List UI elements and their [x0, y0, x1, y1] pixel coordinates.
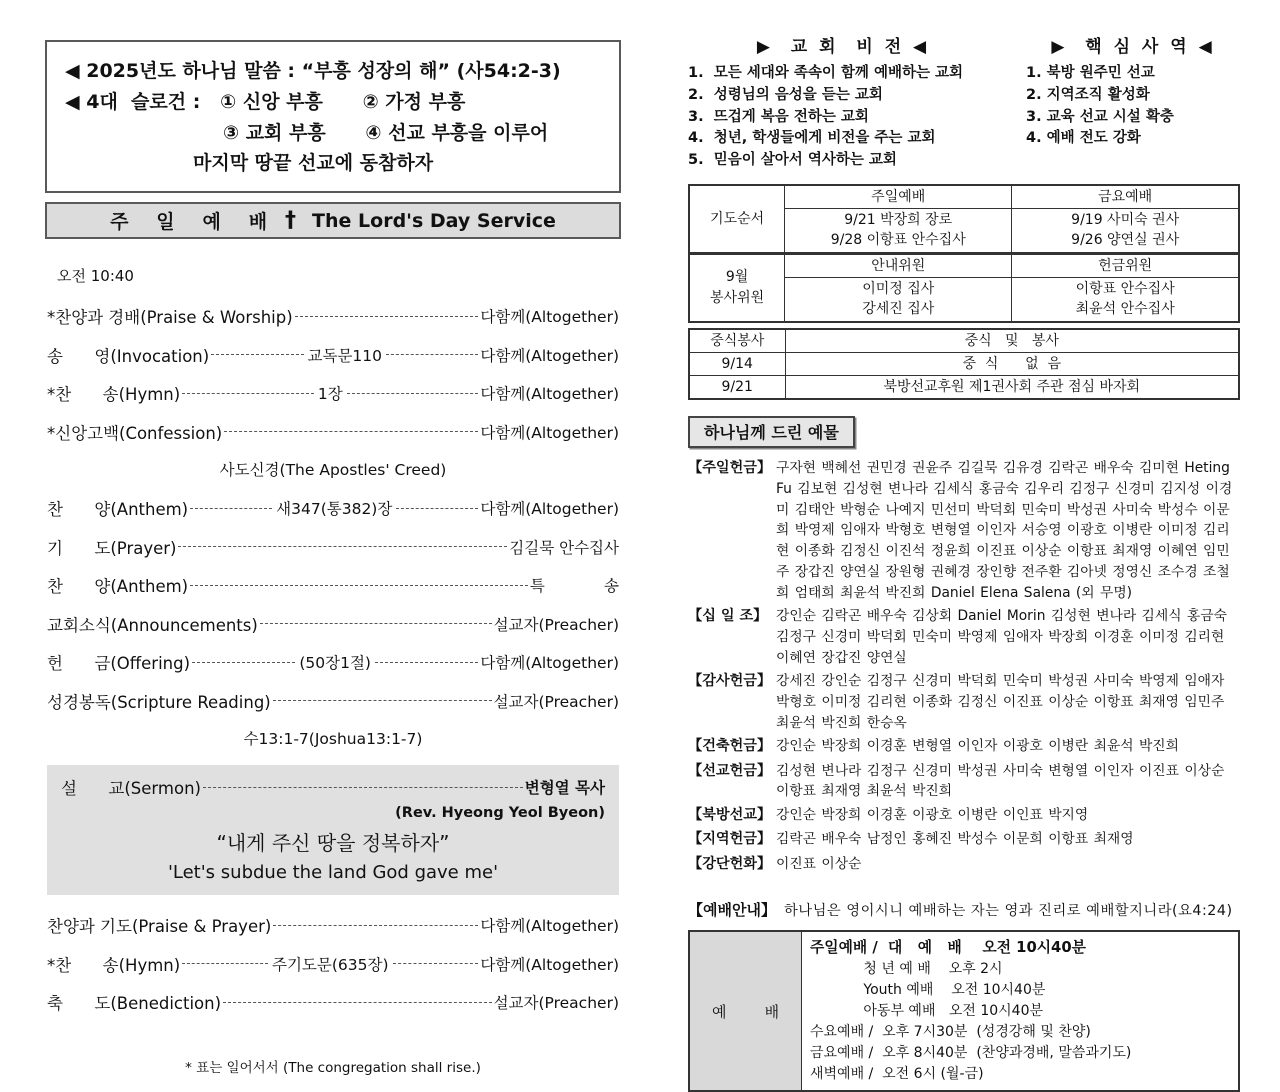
- sermon-box: [47, 765, 619, 895]
- worship-item-performer: 김길묵 안수집사: [509, 538, 619, 557]
- worship-schedule-body: [802, 932, 1238, 1090]
- offering-label: 【십 일 조】: [688, 608, 768, 625]
- worship-row-announcements: [47, 612, 619, 636]
- dotted-leader: [178, 546, 507, 547]
- worship-row-invocation: [47, 343, 619, 367]
- schedule-line: 청 년 예 배 오후 2시: [810, 961, 1003, 978]
- offering-names: 김락곤 배우숙 남정인 홍혜진 박성수 이문희 이항표 최재영: [776, 831, 1134, 848]
- worship-guide-verse: 하나님은 영이시니 예배하는 자는 영과 진리로 예배할지니라(요4:24): [783, 902, 1233, 919]
- scripture-reference: 수13:1-7(Joshua13:1-7): [243, 730, 423, 749]
- prayer-roster-label: 기도순서: [689, 185, 785, 253]
- worship-row-prayer: [47, 535, 619, 559]
- lunch-service-table: [688, 328, 1240, 401]
- offering-names: 강인순 박장희 이경훈 변형열 이인자 이광호 이병란 최윤석 박진희: [776, 738, 1179, 755]
- dotted-leader: [223, 1002, 492, 1003]
- worship-item-label: 성경봉독(Scripture Reading): [47, 692, 271, 712]
- offering-names: 구자현 백혜선 권민경 권윤주 김길묵 김유경 김락곤 배우숙 김미현 Heting Fu 김보현 김성현 변나라 김세식 홍금숙 김우리 김정구 신경미 김지성 이경미 김태안 박형순 나예지 민선미 박덕회 민숙미 박성권 사미숙 박성수 이문희 박영제 임애자 박형호 변형열 이인자 서승영 이광호 이병란 이미정 김리현 이종화 김정신 이진석 정윤희 이진표 이상순 이항표 최재영 이혜연 임민주 장갑진 양연실 장원형 권혜경 장인향 전주환 김아넷 정영신 조수경 조철희 엄태희 최윤석 박진희 Daniel Elena Salena (외 무명): [776, 460, 1233, 601]
- dotted-leader: [182, 963, 268, 964]
- schedule-line: 주일예배 / 대 예 배 오전 10시40분: [810, 938, 1086, 956]
- schedule-line: 아동부 예배 오전 10시40분: [810, 1003, 1043, 1020]
- ministry-item: 3. 교육 선교 시설 확충: [1026, 108, 1174, 125]
- slogan-line-3: ③ 교회 부흥 ④ 선교 부흥을 이루어: [223, 121, 549, 144]
- church-vision-section: [688, 32, 998, 172]
- worship-row-praise-prayer: [47, 913, 619, 937]
- schedule-line: Youth 예배 오전 10시40분: [810, 982, 1046, 999]
- offerings-list: [688, 458, 1240, 875]
- worship-item-label: *찬 송(Hymn): [47, 955, 181, 975]
- worship-row-praise-worship: [47, 304, 619, 328]
- worship-row-closing-hymn: [47, 952, 619, 976]
- offering-label: 【지역헌금】: [688, 831, 772, 848]
- lunch-service-header: 중식 및 봉사: [785, 329, 1239, 353]
- sunday-service-header: 주일예배: [785, 185, 1012, 209]
- worship-row-anthem-2: [47, 573, 619, 597]
- worship-guide-header: [688, 899, 1240, 920]
- worship-item-performer: 다함께(Altogether): [480, 385, 620, 404]
- worship-item-performer: 다함께(Altogether): [480, 500, 620, 519]
- worship-row-hymn: [47, 381, 619, 405]
- dotted-leader: [393, 963, 479, 964]
- annual-slogan-box: [45, 40, 621, 193]
- offering-label: 【건축헌금】: [688, 738, 772, 755]
- worship-item-performer: 다함께(Altogether): [480, 654, 619, 673]
- worship-item-label: *찬양과 경배(Praise & Worship): [47, 308, 293, 328]
- offering-section-altar-flowers: [688, 854, 1240, 875]
- dotted-leader: [273, 925, 478, 926]
- ministry-item: 1. 북방 원주민 선교: [1026, 65, 1155, 81]
- offering-section-regional: [688, 829, 1240, 850]
- cross-icon: †: [285, 208, 297, 234]
- worship-item-label: *신앙고백(Confession): [47, 423, 223, 443]
- service-title-korean: 주 일 예 배: [110, 211, 270, 234]
- lunch-value-1: 중 식 없 음: [785, 352, 1239, 375]
- right-column: [688, 32, 1240, 1092]
- worship-item-label: *찬 송(Hymn): [47, 385, 181, 405]
- dotted-leader: [347, 393, 479, 394]
- worship-item-performer: 설교자(Preacher): [493, 994, 619, 1013]
- worship-item-label: 교회소식(Announcements): [47, 615, 258, 635]
- worship-item-performer: 설교자(Preacher): [493, 692, 619, 711]
- dotted-leader: [386, 354, 478, 355]
- september-volunteers-table: [688, 253, 1240, 323]
- offering-label: 【선교헌금】: [688, 762, 772, 779]
- slogan-line-1: ◀ 2025년도 하나님 말씀 : “부흥 성장의 해” (사54:2-3): [65, 60, 561, 82]
- offering-section-mission: [688, 761, 1240, 802]
- worship-item-detail: (50장1절): [299, 654, 371, 673]
- worship-guide-label: 【예배안내】: [688, 900, 776, 919]
- church-vision-title: ▶ 교 회 비 전 ◀: [756, 37, 930, 57]
- worship-item-detail: 교독문110: [307, 346, 383, 365]
- worship-item-detail: 1장: [317, 385, 343, 404]
- worship-item-label: 기 도(Prayer): [47, 538, 177, 558]
- vision-item: 4. 청년, 학생들에게 비전을 주는 교회: [688, 130, 936, 147]
- worship-schedule-table: [688, 930, 1240, 1092]
- offering-section-northern-mission: [688, 805, 1240, 826]
- worship-row-benediction: [47, 990, 619, 1014]
- worship-item-performer: 다함께(Altogether): [480, 955, 619, 974]
- dotted-leader: [211, 354, 303, 355]
- dotted-leader: [190, 585, 528, 586]
- offering-label: 【북방선교】: [688, 807, 772, 824]
- offering-committee-header: 헌금위원: [1012, 254, 1239, 278]
- offering-names: 강인순 박장희 이경훈 이광호 이병란 이인표 박지영: [776, 807, 1089, 824]
- offering-names: 이진표 이상순: [776, 855, 862, 872]
- offering-section-building: [688, 736, 1240, 757]
- dotted-leader: [260, 623, 492, 624]
- lunch-value-2: 북방선교후원 제1권사회 주관 점심 바자회: [785, 376, 1239, 400]
- dotted-leader: [224, 431, 478, 432]
- worship-item-label: 헌 금(Offering): [47, 654, 191, 674]
- prayer-roster-table: [688, 184, 1240, 254]
- worship-row-confession: [47, 420, 619, 444]
- sermon-label: 설 교(Sermon): [61, 779, 201, 799]
- offering-committee-names: 이항표 안수집사 최윤석 안수집사: [1012, 277, 1239, 321]
- offerings-section-title: 하나님께 드린 예물: [688, 416, 855, 448]
- schedule-line: 새벽예배 / 오전 6시 (월-금): [810, 1066, 984, 1083]
- slogan-line-2: ◀ 4대 슬로건 : ① 신앙 부흥 ② 가정 부흥: [65, 90, 466, 113]
- worship-item-detail: 주기도문(635장): [271, 955, 389, 974]
- vision-ministry-row: [688, 32, 1240, 172]
- worship-item-performer: 다함께(Altogether): [480, 308, 619, 327]
- worship-order-list: [45, 304, 621, 1076]
- left-column: [45, 40, 621, 1076]
- worship-item-performer: 특 송: [529, 577, 619, 596]
- dotted-leader: [192, 662, 295, 663]
- dotted-leader: [190, 508, 272, 509]
- lunch-date-1: 9/14: [689, 352, 785, 375]
- service-title-english: The Lord's Day Service: [312, 209, 556, 232]
- sermon-row: [61, 775, 605, 799]
- sermon-title-english: 'Let's subdue the land God gave me': [167, 862, 499, 884]
- vision-item: 1. 모든 세대와 족속이 함께 예배하는 교회: [688, 65, 964, 81]
- vision-item: 3. 뜨겁게 복음 전하는 교회: [688, 108, 869, 125]
- offering-names: 강인순 김락곤 배우숙 김상회 Daniel Morin 김성현 변나라 김세식 홍금숙 김정구 신경미 박덕회 민숙미 박영제 임애자 박장희 이경훈 이미정 김리현 이혜연 장갑진 양연실: [776, 608, 1227, 666]
- offering-names: 강세진 강인순 김정구 신경미 박덕회 민숙미 박성권 사미숙 박영제 임애자 박형호 이미정 김리현 이종화 김정신 이진표 이상순 이항표 최재영 임민주 최윤석 박진희 한승옥: [776, 673, 1225, 731]
- sunday-prayer-names: 9/21 박장희 장로 9/28 이항표 안수집사: [785, 209, 1012, 253]
- dotted-leader: [375, 662, 478, 663]
- core-ministry-section: [998, 32, 1240, 172]
- offering-names: 김성현 변나라 김정구 신경미 박성권 사미숙 변형열 이인자 이진표 이상순 이항표 최재영 최윤석 박진희: [776, 762, 1225, 800]
- worship-item-performer: 설교자(Preacher): [493, 615, 619, 634]
- service-time: 오전 10:40: [57, 267, 134, 286]
- slogan-line-4: 마지막 땅끝 선교에 동참하자: [193, 152, 434, 175]
- worship-item-label: 찬양과 기도(Praise & Prayer): [47, 917, 272, 937]
- core-ministry-title: ▶ 핵 심 사 역 ◀: [1051, 37, 1215, 57]
- offering-section-sunday: [688, 458, 1240, 603]
- worship-schedule-row-label: 예 배: [690, 932, 802, 1090]
- dotted-leader: [182, 393, 314, 394]
- apostles-creed-note: 사도신경(The Apostles' Creed): [219, 461, 447, 480]
- worship-item-label: 송 영(Invocation): [47, 346, 210, 366]
- friday-prayer-names: 9/19 사미숙 권사 9/26 양연실 권사: [1012, 209, 1239, 253]
- schedule-line: 수요예배 / 오후 7시30분 (성경강해 및 찬양): [810, 1024, 1091, 1041]
- vision-item: 5. 믿음이 살아서 역사하는 교회: [688, 152, 897, 168]
- sermon-title-korean: “내게 주신 땅을 정복하자”: [216, 831, 450, 856]
- worship-row-scripture-reading: [47, 689, 619, 713]
- offering-label: 【강단헌화】: [688, 855, 772, 872]
- worship-item-label: 축 도(Benediction): [47, 994, 222, 1014]
- offering-section-thanksgiving: [688, 671, 1240, 733]
- volunteers-label: 9월 봉사위원: [689, 254, 785, 322]
- sermon-preacher: 변형열 목사: [524, 779, 605, 798]
- rise-footnote: * 표는 일어서서 (The congregation shall rise.): [185, 1060, 481, 1077]
- worship-row-offering: [47, 650, 619, 674]
- dotted-leader: [203, 787, 523, 788]
- dotted-leader: [295, 316, 479, 317]
- lunch-service-label: 중식봉사: [689, 329, 785, 353]
- worship-item-label: 찬 양(Anthem): [47, 500, 189, 520]
- worship-row-anthem-1: [47, 496, 619, 520]
- usher-committee-header: 안내위원: [785, 254, 1012, 278]
- offering-section-tithe: [688, 606, 1240, 668]
- ministry-item: 4. 예배 전도 강화: [1026, 130, 1141, 147]
- vision-item: 2. 성령님의 음성을 듣는 교회: [688, 86, 883, 103]
- worship-item-performer: 다함께(Altogether): [480, 346, 620, 365]
- dotted-leader: [273, 700, 492, 701]
- offering-label: 【감사헌금】: [688, 673, 772, 690]
- worship-item-performer: 다함께(Altogether): [480, 917, 619, 936]
- service-header-bar: [45, 202, 621, 239]
- lunch-date-2: 9/21: [689, 376, 785, 400]
- worship-item-detail: 새347(통382)장: [276, 500, 393, 519]
- ministry-item: 2. 지역조직 활성화: [1026, 86, 1150, 103]
- dotted-leader: [396, 508, 478, 509]
- usher-committee-names: 이미정 집사 강세진 집사: [785, 277, 1012, 321]
- friday-service-header: 금요예배: [1012, 185, 1239, 209]
- worship-item-label: 찬 양(Anthem): [47, 577, 189, 597]
- offering-label: 【주일헌금】: [688, 460, 772, 477]
- schedule-line: 금요예배 / 오후 8시40분 (찬양과경배, 말씀과기도): [810, 1045, 1132, 1062]
- worship-item-performer: 다함께(Altogether): [480, 423, 619, 442]
- sermon-preacher-english: (Rev. Hyeong Yeol Byeon): [395, 805, 605, 822]
